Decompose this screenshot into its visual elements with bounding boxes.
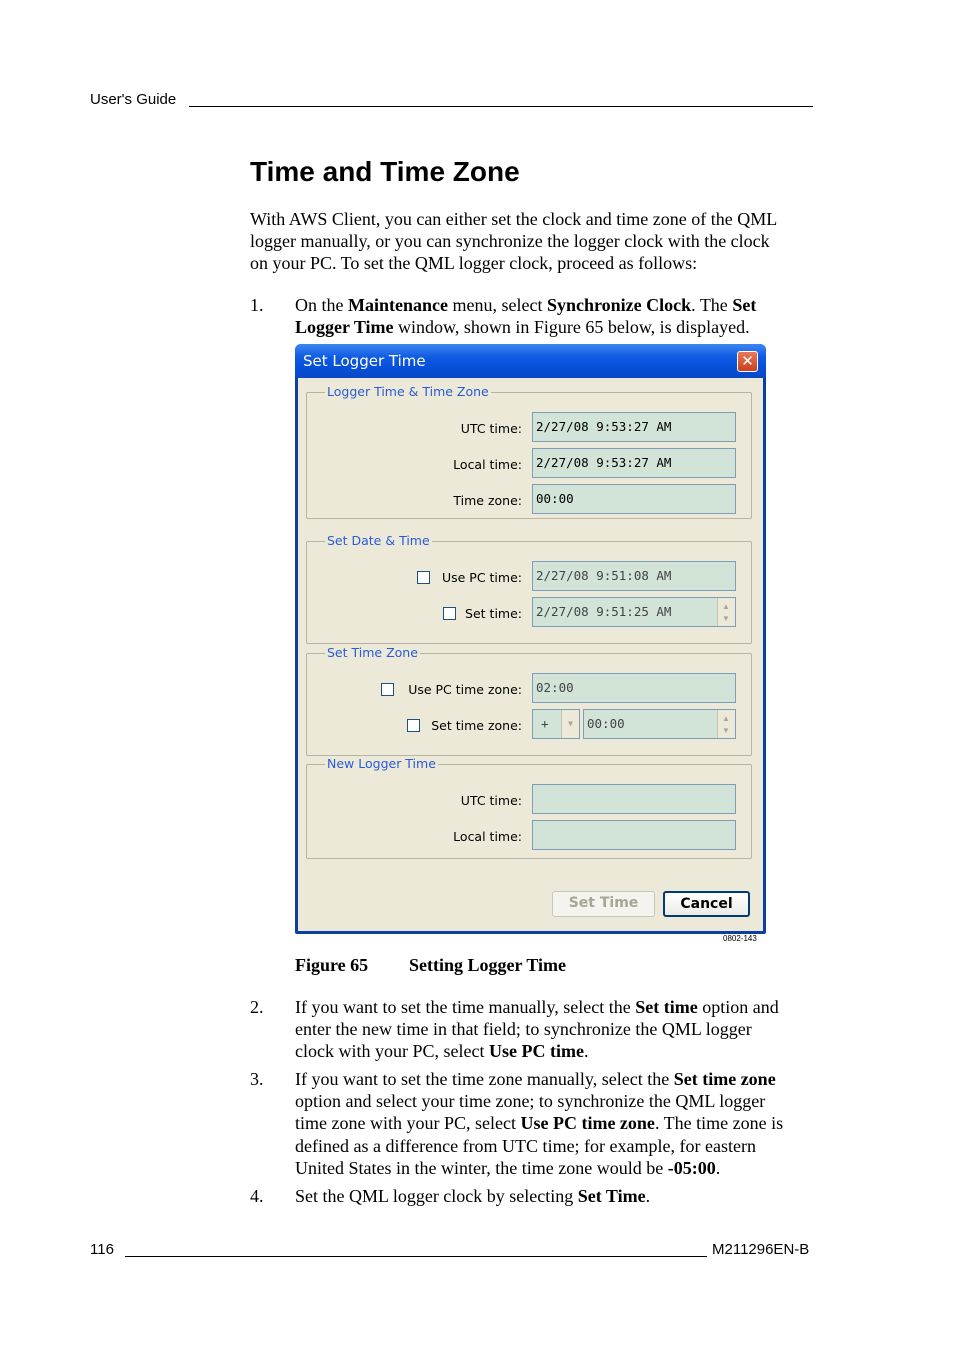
set-time-button[interactable]: Set Time [552, 891, 655, 917]
set-time-zone-label[interactable]: Set time zone: [431, 718, 522, 733]
menu-maintenance: Maintenance [348, 295, 448, 315]
menu-synchronize-clock: Synchronize Clock [546, 295, 692, 315]
step-3-text-e: defined as a difference from UTC time; for example, for eastern [295, 1135, 756, 1156]
figure-caption: Setting Logger Time [409, 955, 566, 975]
intro-line-3: on your PC. To set the QML logger clock, proceed as follows: [250, 253, 698, 273]
close-icon[interactable]: ✕ [737, 351, 758, 372]
group-label-set-date-time: Set Date & Time [327, 533, 430, 548]
use-pc-time-zone-field: 02:00 [532, 673, 736, 703]
use-pc-time-zone-label[interactable]: Use PC time zone: [408, 682, 522, 697]
page-number: 116 [90, 1241, 114, 1258]
time-zone-sign-select[interactable] [532, 709, 580, 739]
step-2-text-b: option and [697, 997, 779, 1017]
new-utc-time-label: UTC time: [460, 793, 522, 808]
image-code: 0802-143 [723, 934, 757, 943]
set-time-zone-checkbox[interactable] [407, 719, 420, 732]
step-number-4: 4. [250, 1186, 264, 1206]
step-1-text-d: window, shown in Figure 65 below, is displayed. [393, 317, 750, 338]
set-time-label[interactable]: Set time: [465, 606, 522, 621]
chevron-down-icon[interactable]: ▼ [561, 710, 579, 738]
new-local-time-field [532, 820, 736, 850]
dialog-body [298, 378, 763, 931]
set-logger-time-dialog [295, 344, 766, 934]
option-use-pc-time: Use PC time [488, 1041, 584, 1062]
step-3-text-b: option and select your time zone; to synchronize the QML logger [295, 1091, 766, 1112]
option-set-time-final: Set Time [577, 1186, 646, 1206]
dialog-title: Set Logger Time [303, 352, 426, 370]
use-pc-time-zone-checkbox[interactable] [381, 683, 394, 696]
set-time-spinner[interactable] [717, 598, 735, 626]
step-4-text-a: Set the QML logger clock by selecting [295, 1186, 578, 1206]
window-name-logger-time: Logger Time [295, 317, 394, 338]
step-4-text-b: . [645, 1186, 651, 1206]
dialog-titlebar [295, 344, 766, 378]
time-zone-offset-field[interactable]: 00:00 [583, 709, 736, 739]
option-use-pc-time-zone: Use PC time zone [520, 1113, 655, 1134]
local-time-label: Local time: [453, 457, 522, 472]
running-header-title: User's Guide [90, 91, 177, 108]
footer-rule [125, 1256, 707, 1257]
use-pc-time-checkbox[interactable] [417, 571, 430, 584]
step-3-text-d: . The time zone is [654, 1113, 784, 1134]
example-offset: -05:00 [667, 1157, 716, 1178]
step-1-text-c: . The [691, 295, 733, 315]
step-2-text-a: If you want to set the time manually, select the [295, 997, 636, 1017]
spin-up-icon[interactable]: ▲ [722, 602, 730, 611]
spin-up-icon[interactable]: ▲ [722, 714, 730, 723]
section-title: Time and Time Zone [250, 156, 520, 187]
step-2-text-c: enter the new time in that field; to synchronize the QML logger [295, 1019, 752, 1040]
step-2-text-e: . [583, 1041, 589, 1062]
header-rule [189, 106, 813, 107]
window-name-set: Set [732, 295, 757, 315]
option-set-time: Set time [635, 997, 698, 1017]
step-4-text [295, 1185, 825, 1207]
option-set-time-zone: Set time zone [673, 1069, 776, 1089]
utc-time-label: UTC time: [460, 421, 522, 436]
time-zone-sign-value: + [541, 716, 549, 731]
step-3-text-c: time zone with your PC, select [295, 1113, 521, 1134]
utc-time-field: 2/27/08 9:53:27 AM [532, 412, 736, 442]
new-local-time-label: Local time: [453, 829, 522, 844]
group-label-new-logger-time: New Logger Time [327, 756, 436, 771]
time-zone-field: 00:00 [532, 484, 736, 514]
step-number-2: 2. [250, 997, 264, 1017]
step-2-text [295, 996, 825, 1063]
document-code: M211296EN-B [712, 1241, 810, 1258]
step-3-text-f: United States in the winter, the time zone would be [295, 1157, 668, 1178]
step-3-text-g: . [715, 1157, 721, 1178]
step-number-3: 3. [250, 1069, 264, 1089]
group-set-date-time [306, 533, 752, 644]
spin-down-icon[interactable]: ▼ [722, 726, 730, 735]
time-zone-offset-spinner[interactable] [717, 710, 735, 738]
group-set-time-zone [306, 645, 752, 756]
step-1-text-a: On the [295, 295, 348, 315]
group-label-logger-time-zone: Logger Time & Time Zone [327, 384, 489, 399]
use-pc-time-field: 2/27/08 9:51:08 AM [532, 561, 736, 591]
time-zone-label: Time zone: [453, 493, 522, 508]
step-1-text [295, 294, 825, 338]
step-number-1: 1. [250, 295, 264, 315]
step-1-text-b: menu, select [447, 295, 547, 315]
step-2-text-d: clock with your PC, select [295, 1041, 489, 1062]
spin-down-icon[interactable]: ▼ [722, 614, 730, 623]
figure-number: Figure 65 [295, 955, 369, 975]
cancel-button[interactable]: Cancel [663, 891, 750, 917]
intro-line-2: logger manually, or you can synchronize the logger clock with the clock [250, 231, 770, 251]
step-3-text-a: If you want to set the time zone manually, select the [295, 1069, 674, 1089]
use-pc-time-label[interactable]: Use PC time: [441, 570, 522, 585]
group-label-set-time-zone: Set Time Zone [327, 645, 418, 660]
local-time-field: 2/27/08 9:53:27 AM [532, 448, 736, 478]
set-time-field[interactable]: 2/27/08 9:51:25 AM [532, 597, 736, 627]
set-time-checkbox[interactable] [443, 607, 456, 620]
new-utc-time-field [532, 784, 736, 814]
intro-line-1: With AWS Client, you can either set the clock and time zone of the QML [250, 209, 778, 229]
step-3-text [295, 1068, 825, 1179]
